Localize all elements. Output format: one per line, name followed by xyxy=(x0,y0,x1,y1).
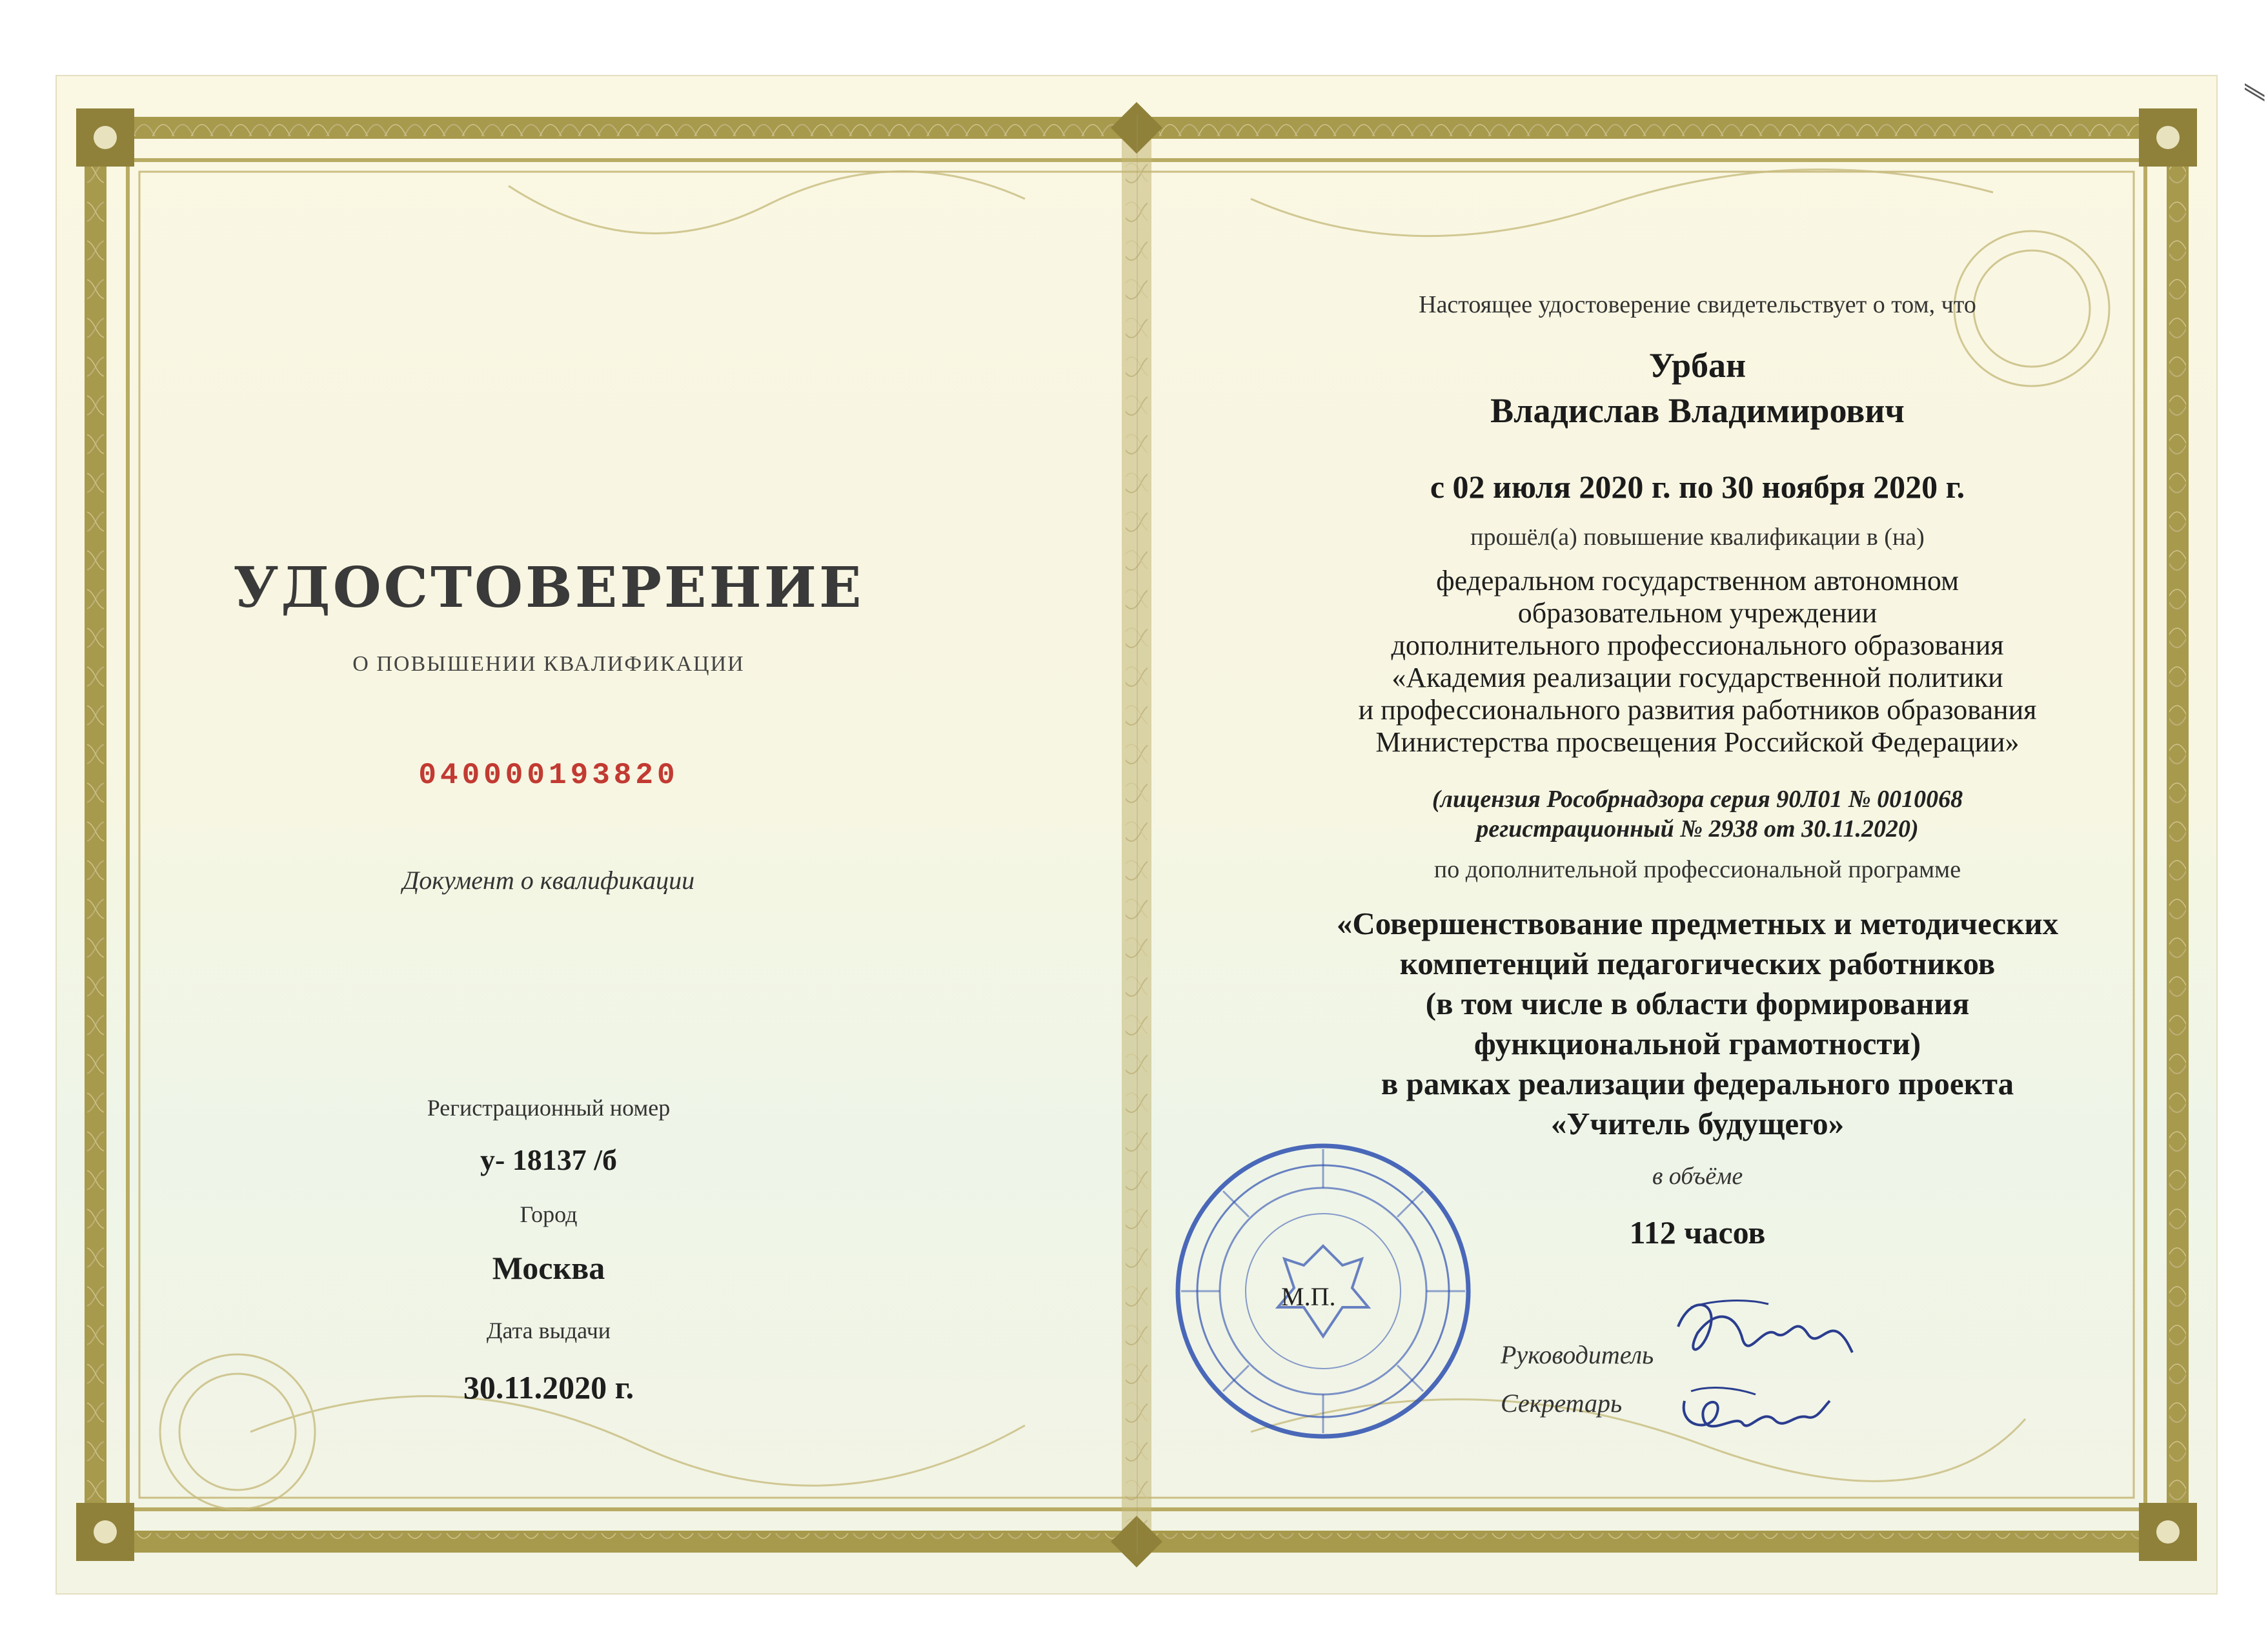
organization-block xyxy=(1194,565,2201,759)
license-block xyxy=(1194,784,2201,844)
holder-given-names: Владислав Владимирович xyxy=(1490,391,1905,430)
training-period: с 02 июля 2020 г. по 30 ноября 2020 г. xyxy=(1430,469,1965,505)
license-line: (лицензия Рособрнадзора серия 90Л01 № 0010068 xyxy=(1432,786,1963,813)
organization-line: «Академия реализации государственной политики xyxy=(1392,662,2003,693)
organization-line: образовательном учреждении xyxy=(1517,597,1878,629)
program-block xyxy=(1194,904,2201,1144)
issue-date-label: Дата выдачи xyxy=(486,1318,611,1343)
license-line: регистрационный № 2938 от 30.11.2020) xyxy=(1476,815,1919,842)
organization-line: дополнительного профессионального образования xyxy=(1391,629,2004,661)
serial-number: 040000193820 xyxy=(418,759,679,792)
fold-line xyxy=(1137,115,1138,1555)
seal-place-mark: М.П. xyxy=(1281,1282,1336,1311)
certificate-title: УДОСТОВЕРЕНИЕ xyxy=(233,555,864,620)
page-number-mark: ⁄⁄ xyxy=(2238,88,2268,97)
issue-date-value: 30.11.2020 г. xyxy=(463,1369,634,1405)
program-intro: по дополнительной профессиональной программе xyxy=(1433,856,1961,883)
program-line: в рамках реализации федерального проекта xyxy=(1381,1066,2014,1101)
head-signature xyxy=(1665,1288,1859,1385)
city-value: Москва xyxy=(492,1250,605,1286)
holder-surname: Урбан xyxy=(1648,346,1747,385)
passed-text: прошёл(а) повышение квалификации в (на) xyxy=(1470,524,1925,551)
registration-label: Регистрационный номер xyxy=(427,1095,671,1121)
program-line: функциональной грамотности) xyxy=(1473,1026,1921,1061)
volume-label: в объёме xyxy=(1652,1163,1743,1190)
volume-value: 112 часов xyxy=(1629,1214,1766,1250)
secretary-label: Секретарь xyxy=(1501,1389,1623,1418)
program-line: «Учитель будущего» xyxy=(1550,1106,1845,1141)
program-line: компетенций педагогических работников xyxy=(1399,946,1996,981)
secretary-signature xyxy=(1672,1375,1839,1453)
head-label: Руководитель xyxy=(1501,1340,1654,1369)
registration-number: у- 18137 /б xyxy=(480,1143,618,1176)
intro-text: Настоящее удостоверение свидетельствует о том, что xyxy=(1419,291,1976,318)
program-line: (в том числе в области формирования xyxy=(1425,986,1970,1021)
city-label: Город xyxy=(520,1201,578,1227)
program-line: «Совершенствование предметных и методических xyxy=(1336,906,2059,941)
certificate-subtitle: О ПОВЫШЕНИИ КВАЛИФИКАЦИИ xyxy=(352,652,745,676)
organization-line: и профессионального развития работников образования xyxy=(1358,694,2037,726)
organization-line: федеральном государственном автономном xyxy=(1436,565,1959,597)
organization-line: Министерства просвещения Российской Федерации» xyxy=(1375,726,2020,758)
document-kind: Документ о квалификации xyxy=(402,866,695,895)
